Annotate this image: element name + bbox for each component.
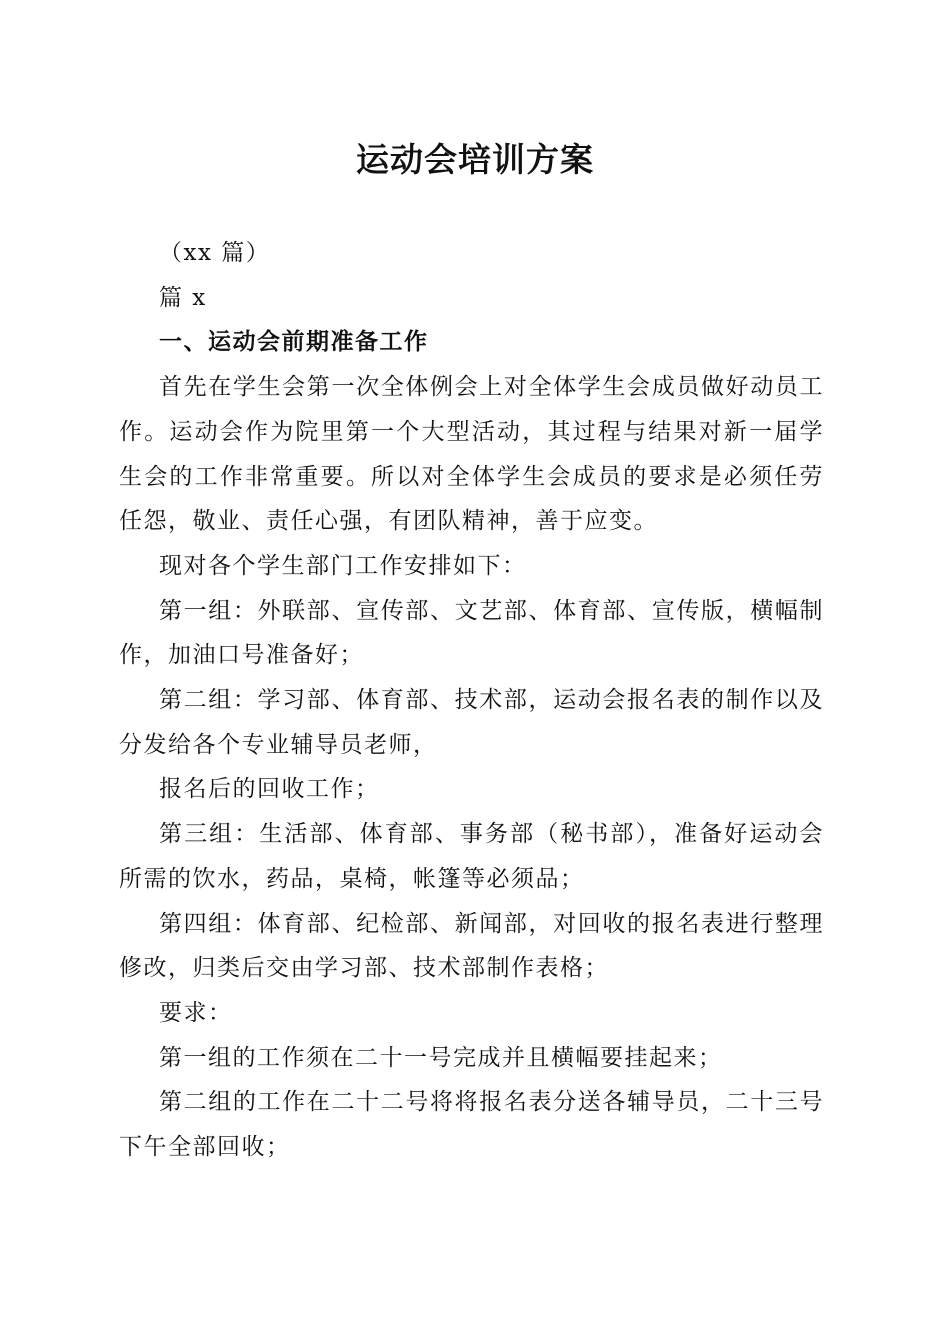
paragraph: 第四组：体育部、纪检部、新闻部，对回收的报名表进行整理修改，归类后交由学习部、技术部制作表格；	[119, 910, 824, 982]
paragraph: 现对各个学生部门工作安排如下：	[159, 552, 527, 579]
section-heading: 一、运动会前期准备工作	[159, 329, 429, 356]
paragraph: 第一组：外联部、宣传部、文艺部、体育部、宣传版，横幅制作，加油口号准备好；	[119, 597, 824, 669]
edition-note: （xx 篇）	[159, 240, 271, 266]
paragraph: 第三组：生活部、体育部、事务部（秘书部），准备好运动会所需的饮水，药品，桌椅，帐篷等必须品；	[119, 821, 824, 892]
paragraph: 第二组的工作在二十二号将将报名表分送各辅导员，二十三号下午全部回收；	[119, 1089, 824, 1161]
paragraph: 要求：	[159, 999, 233, 1026]
paragraph: 首先在学生会第一次全体例会上对全体学生会成员做好动员工作。运动会作为院里第一个大型活动，其过程与结果对新一届学生会的工作非常重要。所以对全体学生会成员的要求是必须任劳任怨，敬业、责任心强，有团队精神，善于应变。	[119, 374, 824, 535]
chapter-label: 篇 x	[159, 284, 207, 311]
document-body	[119, 231, 824, 1170]
paragraph: 第二组：学习部、体育部、技术部，运动会报名表的制作以及分发给各个专业辅导员老师，	[119, 687, 824, 758]
paragraph: 报名后的回收工作；	[159, 776, 380, 803]
paragraph: 第一组的工作须在二十一号完成并且横幅要挂起来；	[159, 1044, 723, 1071]
document-title: 运动会培训方案	[356, 140, 594, 179]
